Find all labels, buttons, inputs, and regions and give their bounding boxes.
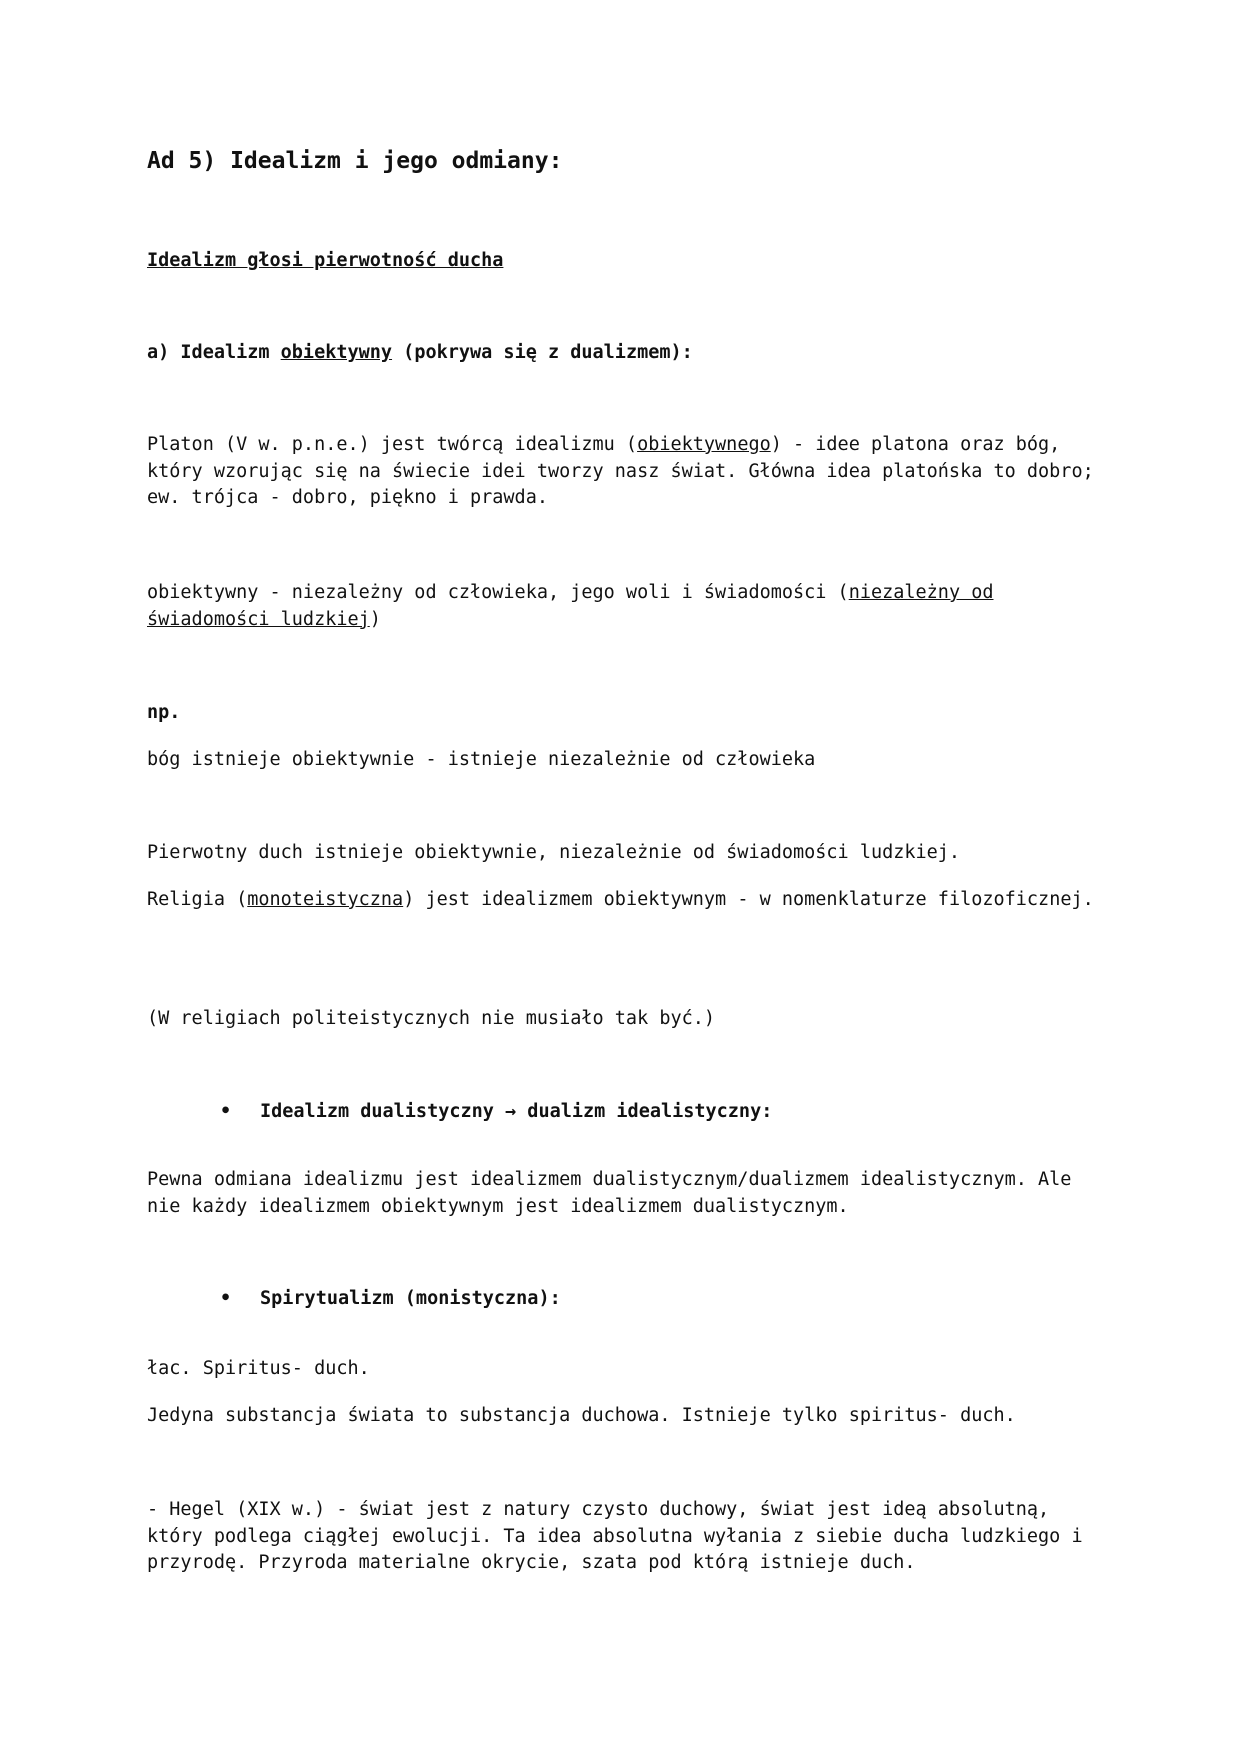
spirit-paragraph: Pierwotny duch istnieje obiektywnie, niezależnie od świadomości ludzkiej.	[147, 842, 961, 863]
platon-part1: Platon (V w. p.n.e.) jest twórcą idealizmu (	[147, 434, 638, 455]
definition-part2: )	[369, 608, 381, 630]
bullet-text: Spirytualizm (monistyczna):	[260, 1288, 561, 1309]
polytheism-paragraph: (W religiach politeistycznych nie musiało tak być.)	[147, 1008, 716, 1029]
definition-term: niezależny od świadomości ludzkiej	[147, 582, 994, 630]
example-text: bóg istnieje obiektywnie - istnieje niezależnie od człowieka	[147, 749, 816, 770]
latin-paragraph: łac. Spiritus- duch.	[147, 1358, 370, 1379]
religion-term: monoteistyczna	[247, 889, 404, 910]
section-a-prefix: a) Idealizm	[147, 342, 281, 363]
religion-part2: ) jest idealizmem obiektywnym - w nomenklaturze filozoficznej.	[403, 889, 1094, 910]
religion-part1: Religia (	[147, 889, 248, 910]
section-a-term: obiektywny	[280, 342, 393, 363]
platon-part2: ) - idee platona oraz bóg, który wzorując się na świecie idei tworzy nasz świat. Główna idea platońska to dobro; ew. trójca - dobro, piękno i prawda.	[147, 434, 1094, 508]
example-label: np.	[147, 702, 181, 723]
platon-paragraph	[147, 432, 1107, 512]
definition-paragraph	[147, 580, 1107, 633]
religion-paragraph	[147, 887, 1107, 914]
subtitle: Idealizm głosi pierwotność ducha	[147, 250, 504, 271]
section-a-heading	[147, 340, 1107, 367]
page-title: Ad 5) Idealizm i jego odmiany:	[147, 148, 563, 174]
bullet-icon: •	[220, 1288, 232, 1309]
dualism-paragraph: Pewna odmiana idealizmu jest idealizmem dualistycznym/dualizmem idealistycznym. Ale nie każdy idealizmem obiektywnym jest idealizmem dualistycznym.	[147, 1169, 1072, 1217]
bullet-text: Idealizm dualistyczny → dualizm idealistyczny:	[260, 1101, 773, 1122]
section-a-suffix: (pokrywa się z dualizmem):	[392, 342, 693, 363]
platon-term: obiektywnego	[637, 434, 771, 455]
definition-part1: obiektywny - niezależny od człowieka, jego woli i świadomości (	[147, 582, 849, 603]
bullet-icon: •	[220, 1101, 232, 1122]
substance-paragraph: Jedyna substancja świata to substancja duchowa. Istnieje tylko spiritus- duch.	[147, 1405, 1016, 1426]
hegel-paragraph: - Hegel (XIX w.) - świat jest z natury czysto duchowy, świat jest ideą absolutną, który podlega ciągłej ewolucji. Ta idea absolutna wyłania z siebie ducha ludzkiego i przyrodę. Przyroda materialne okrycie, szata pod którą istnieje duch.	[147, 1499, 1083, 1573]
